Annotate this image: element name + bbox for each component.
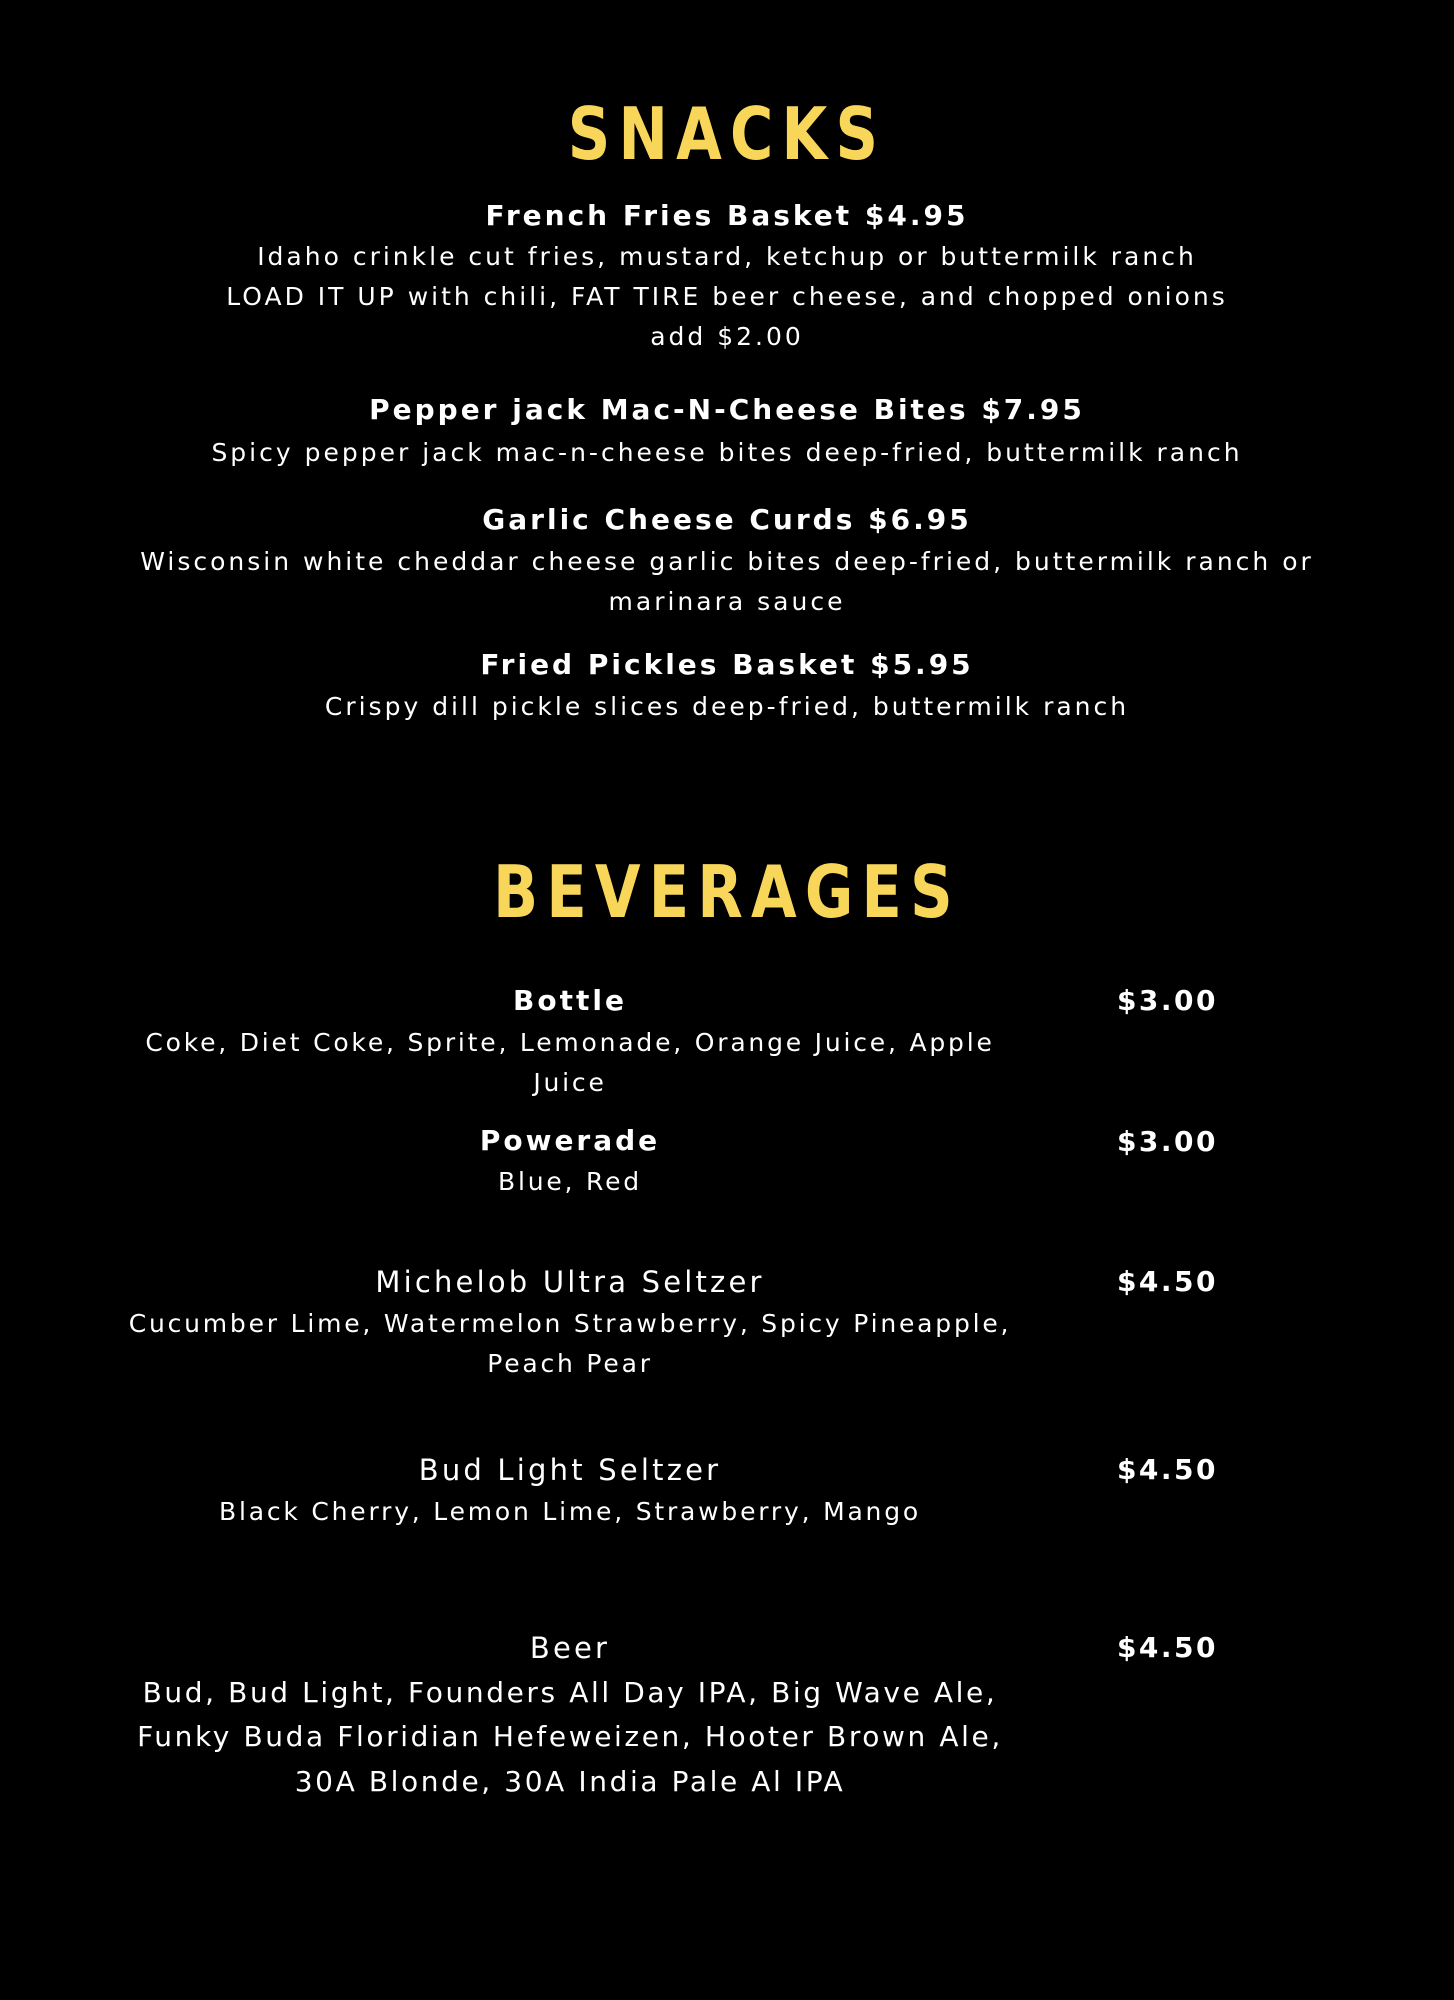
snack-item-description: LOAD IT UP with chili, FAT TIRE beer cheese, and chopped onions bbox=[226, 282, 1228, 311]
snack-item-description: marinara sauce bbox=[608, 587, 846, 616]
beverages-heading: BEVERAGES bbox=[493, 850, 961, 934]
beverage-item-title: Bud Light Seltzer bbox=[418, 1453, 722, 1487]
beverage-item-title: Beer bbox=[529, 1631, 611, 1665]
beverage-item-description: Blue, Red bbox=[498, 1167, 642, 1196]
beverage-item-price: $3.00 bbox=[1116, 984, 1219, 1017]
beverage-item-description: Black Cherry, Lemon Lime, Strawberry, Mango bbox=[219, 1497, 921, 1526]
snack-item-description: Crispy dill pickle slices deep-fried, buttermilk ranch bbox=[324, 692, 1130, 721]
beverage-item-description: Coke, Diet Coke, Sprite, Lemonade, Orange Juice, Apple bbox=[145, 1028, 995, 1057]
snack-item-description: Idaho crinkle cut fries, mustard, ketchup or buttermilk ranch bbox=[257, 242, 1197, 271]
snack-item-description: add $2.00 bbox=[650, 322, 804, 351]
beverage-item-description: Funky Buda Floridian Hefeweizen, Hooter Brown Ale, bbox=[137, 1720, 1003, 1753]
beverage-item-price: $4.50 bbox=[1116, 1453, 1219, 1486]
snack-item-title: Garlic Cheese Curds $6.95 bbox=[482, 503, 972, 536]
snack-item-title: Fried Pickles Basket $5.95 bbox=[480, 648, 974, 681]
snack-item-title: French Fries Basket $4.95 bbox=[485, 199, 969, 232]
beverage-item-description: Juice bbox=[533, 1068, 607, 1097]
beverage-item-title: Bottle bbox=[513, 984, 627, 1017]
snack-item-title: Pepper jack Mac-N-Cheese Bites $7.95 bbox=[369, 393, 1085, 426]
beverage-item-description: Bud, Bud Light, Founders All Day IPA, Big Wave Ale, bbox=[142, 1676, 998, 1709]
beverage-item-price: $3.00 bbox=[1116, 1125, 1219, 1158]
beverage-item-price: $4.50 bbox=[1116, 1631, 1219, 1664]
snack-item-description: Wisconsin white cheddar cheese garlic bites deep-fried, buttermilk ranch or bbox=[140, 547, 1314, 576]
beverage-item-price: $4.50 bbox=[1116, 1265, 1219, 1298]
snacks-heading: SNACKS bbox=[567, 92, 887, 176]
beverage-item-description: Peach Pear bbox=[487, 1349, 653, 1378]
beverage-item-title: Michelob Ultra Seltzer bbox=[375, 1265, 765, 1299]
beverage-item-description: Cucumber Lime, Watermelon Strawberry, Spicy Pineapple, bbox=[128, 1309, 1012, 1338]
beverage-item-description: 30A Blonde, 30A India Pale Al IPA bbox=[294, 1765, 846, 1798]
beverage-item-title: Powerade bbox=[479, 1124, 661, 1157]
snack-item-description: Spicy pepper jack mac-n-cheese bites deep-fried, buttermilk ranch bbox=[211, 438, 1243, 467]
